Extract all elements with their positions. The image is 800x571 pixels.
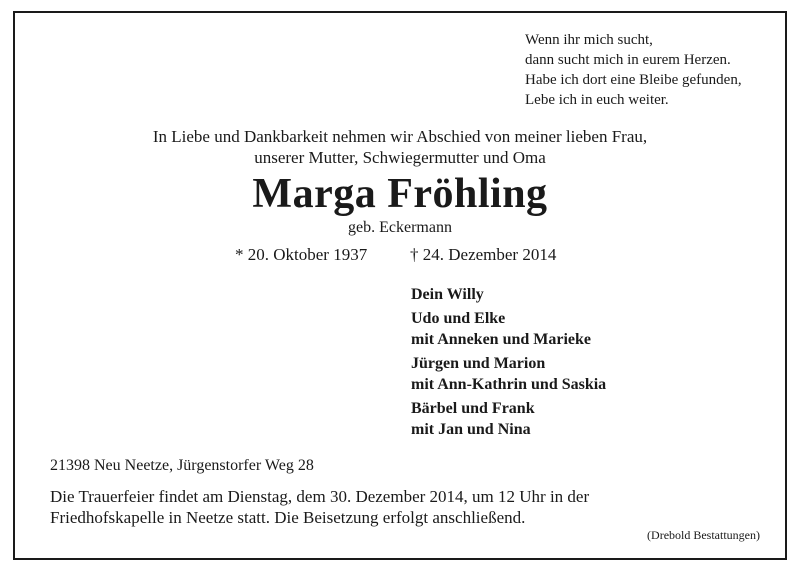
- deceased-name: Marga Fröhling: [252, 171, 548, 217]
- family-line: mit Anneken und Marieke: [411, 331, 592, 348]
- family-line: Udo und Elke: [411, 310, 506, 327]
- family-line: Jürgen und Marion: [411, 355, 546, 372]
- family-line: mit Jan und Nina: [411, 421, 531, 438]
- death-date: † 24. Dezember 2014: [410, 245, 557, 264]
- birth-date: * 20. Oktober 1937: [235, 245, 368, 264]
- poem-line: dann sucht mich in eurem Herzen.: [525, 52, 731, 68]
- family-list: [411, 284, 606, 443]
- intro-text: [0, 126, 800, 168]
- family-group: [411, 308, 606, 350]
- family-line: Bärbel und Frank: [411, 400, 535, 417]
- poem-line: Wenn ihr mich sucht,: [525, 32, 653, 48]
- intro-line: unserer Mutter, Schwiegermutter und Oma: [254, 148, 546, 167]
- family-line: mit Ann-Kathrin und Saskia: [411, 376, 607, 393]
- maiden-name: geb. Eckermann: [348, 219, 452, 236]
- family-group: [411, 398, 606, 440]
- service-line: Friedhofskapelle in Neetze statt. Die Beisetzung erfolgt anschließend.: [50, 508, 526, 527]
- poem-line: Habe ich dort eine Bleibe gefunden,: [525, 72, 742, 88]
- address: 21398 Neu Neetze, Jürgenstorfer Weg 28: [50, 457, 314, 474]
- family-group: [411, 284, 606, 305]
- service-info: [50, 486, 589, 528]
- poem: [525, 30, 742, 110]
- poem-line: Lebe ich in euch weiter.: [525, 92, 669, 108]
- family-group: [411, 353, 606, 395]
- undertaker-credit: (Drebold Bestattungen): [647, 528, 760, 542]
- family-line: Dein Willy: [411, 286, 484, 303]
- service-line: Die Trauerfeier findet am Dienstag, dem 30. Dezember 2014, um 12 Uhr in der: [50, 487, 590, 506]
- intro-line: In Liebe und Dankbarkeit nehmen wir Abschied von meiner lieben Frau,: [152, 127, 648, 146]
